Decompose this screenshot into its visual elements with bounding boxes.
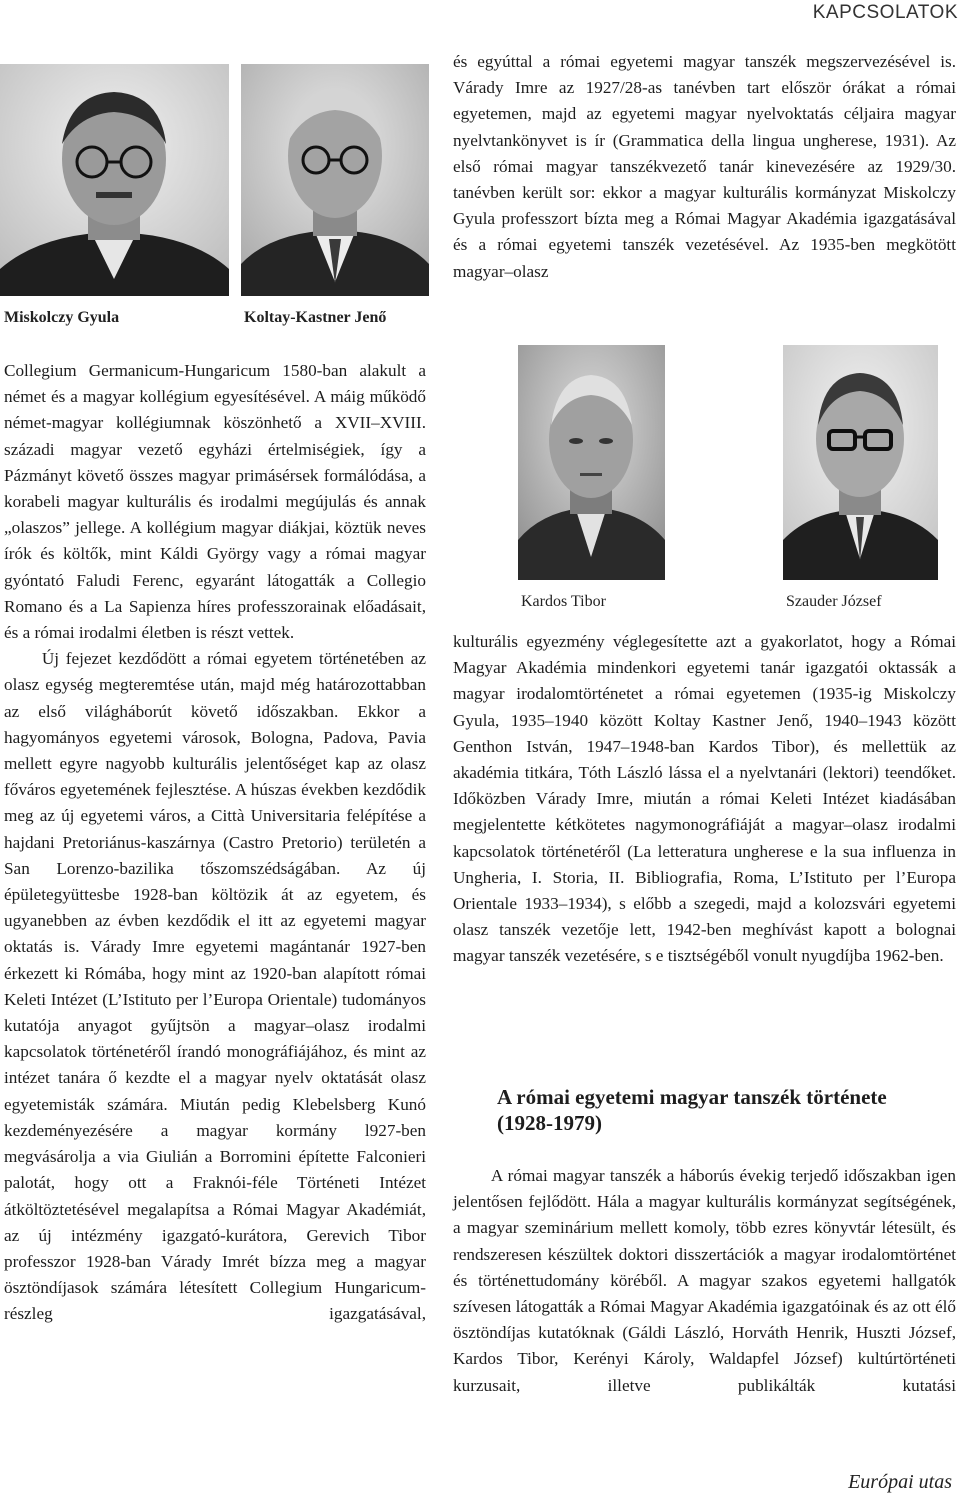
text-column-left bbox=[4, 358, 426, 1328]
text-column-mid-right bbox=[453, 629, 956, 970]
portrait-photo-koltay-kastner bbox=[241, 64, 429, 296]
magazine-name: Európai utas bbox=[848, 1471, 952, 1493]
portrait-photo-kardos bbox=[518, 345, 665, 580]
paragraph: és egyúttal a római egyetemi magyar tanszék megszervezésével is. Várady Imre az 1927/28-as tanévben tart először órákat a római egyetemen, majd az egyetemi magyar nyelvoktatás céljaira magyar nyelvtankönyvet is ír (Grammatica della lingua ungherese, 1931). Az első római magyar tanszékvezető tanár kinevezésére az 1929/30. tanévben került sor: ekkor a magyar kulturális kormányzat Miskolczy Gyula professzort bízta meg a Római Magyar Akadémia igazgatásával és a római egyetemi tanszék vezetésével. Az 1935-ben megkötött magyar–olasz bbox=[453, 52, 956, 281]
photo-caption: Miskolczy Gyula bbox=[4, 309, 120, 326]
photo-caption: Kardos Tibor bbox=[521, 593, 606, 610]
section-title: A római egyetemi magyar tanszék története (1928-1979) bbox=[497, 1085, 887, 1135]
portrait-photo-szauder bbox=[783, 345, 938, 580]
text-column-top-right bbox=[453, 49, 956, 285]
section-header: KAPCSOLATOK bbox=[812, 2, 958, 23]
text-column-bottom-right bbox=[453, 1163, 956, 1399]
photo-caption: Szauder József bbox=[786, 593, 882, 610]
paragraph: kulturális egyezmény véglegesítette azt a gyakorlatot, hogy a Római Magyar Akadémia mindenkori egyetemi tanár igazgatói oktassák a magyar irodalomtörténetet a római egyetemen (1935-ig Miskolczy Gyula, 1935–1940 között Koltay Kastner Jenő, 1940–1943 között Genthon István, 1947–1948-ban Kardos Tibor), és mellettük az akadémia titkára, Tóth László lássa el a nyelvtanári (lektori) teendőket. Időközben Várady Imre, miután a római Keleti Intézet kiadásában megjelentette kétkötetes nagymonográfiáját a magyar–olasz irodalmi kapcsolatok történetéről (La letteratura ungherese e la sua influenza in Ungheria, I. Storia, II. Bibliografia, Roma, L’Istituto per l’Europa Orientale 1933–1934), s előbb a szegedi, majd a kolozsvári egyetemi olasz tanszék vezetője lett, 1942-ben meghívást kapott a bolognai magyar tanszék vezetésére, s e tisztségéből vonult nyugdíjba 1962-ben. bbox=[453, 632, 956, 966]
paragraph: A római magyar tanszék a háborús évekig terjedő időszakban igen jelentősen fejlődött. Hála a magyar kulturális kormányzat segítségének, a magyar szeminárium mellett komoly, több ezres könyvtár létesült, és rendszeresen készültek doktori disszertációk a magyar irodalomtörténet és történettudomány köréből. A magyar szakos egyetemi hallgatók szívesen látogatták a Római Magyar Akadémia igazgatóinak és az ott élő ösztöndíjas kutatóknak (Gáldi László, Horváth Henrik, Huszti József, Kardos Tibor, Kerényi Károly, Waldapfel József) kultúrtörténeti kurzusait, illetve publikálták kutatási bbox=[453, 1166, 956, 1395]
paragraph: Collegium Germanicum-Hungaricum 1580-ban alakult a német és a magyar kollégium egyesítésével. A máig működő német-magyar kollégiumnak köszönhető a XVII–XVIII. századi magyar vezető egyházi értelmiségiek, így a Pázmányt követő összes magyar primásérsek formálódása, a korabeli magyar kulturális és irodalmi megújulás és annak „olaszos” jellege. A kollégium magyar diákjai, köztük neves írók és költők, mint Káldi György vagy a római magyar gyóntató Faludi Ferenc, egyaránt látogatták a Collegio Romano és a La Sapienza híres professzorainak előadásait, és a római irodalmi életben is részt vettek. bbox=[4, 361, 426, 643]
photo-caption: Koltay-Kastner Jenő bbox=[244, 309, 387, 326]
paragraph: Új fejezet kezdődött a római egyetem történetében az olasz egység megteremtése után, majd még határozottabban az első világháborút követő időszakban. Ekkor a hagyományos egyetemi városok, Bologna, Padova, Pavia mellett egyre nagyobb kulturális jelentőséget kap az olasz főváros egyetemének fejlesztése. A húszas években kezdődik meg az új egyetemi város, a Città Universitaria felépítése a hajdani Pretoriánus-kaszárnya (Castro Pretorio) területén a San Lorenzo-bazilika tőszomszédságában. Az új épületegyüttesbe 1928-ban költözik át az egyetem, és ugyanebben az évben kezdődik el itt az egyetemi magyar oktatás is. Várady Imre egyetemi magántanár 1927-ben érkezett ki Rómába, hogy mint az 1920-ban alapított római Keleti Intézet (L’Istituto per l’Europa Orientale) tudományos kutatója anyagot gyűjtsön a magyar–olasz irodalmi kapcsolatok történetéről írandó monográfiájához, és mint az intézet tanára ő kezdte el a magyar nyelv oktatását olasz egyetemisták számára. Miután pedig Klebelsberg Kunó kezdeményezésére a magyar kormány l927-ben megvásárolja a via Giulián a Borromini építette Falconieri palotát, hogy ott a Fraknói-féle Történeti Intézet átköltöztetésével megalapítsa a Római Magyar Akadémiát, az új intézmény igazgató-kurátora, Gerevich Tibor professzor 1928-ban Várady Imrét bízza meg a magyar ösztöndíjasok számára létesített Collegium Hungaricum-részleg igazgatásával, bbox=[4, 649, 426, 1324]
portrait-photo-miskolczy bbox=[0, 64, 229, 296]
